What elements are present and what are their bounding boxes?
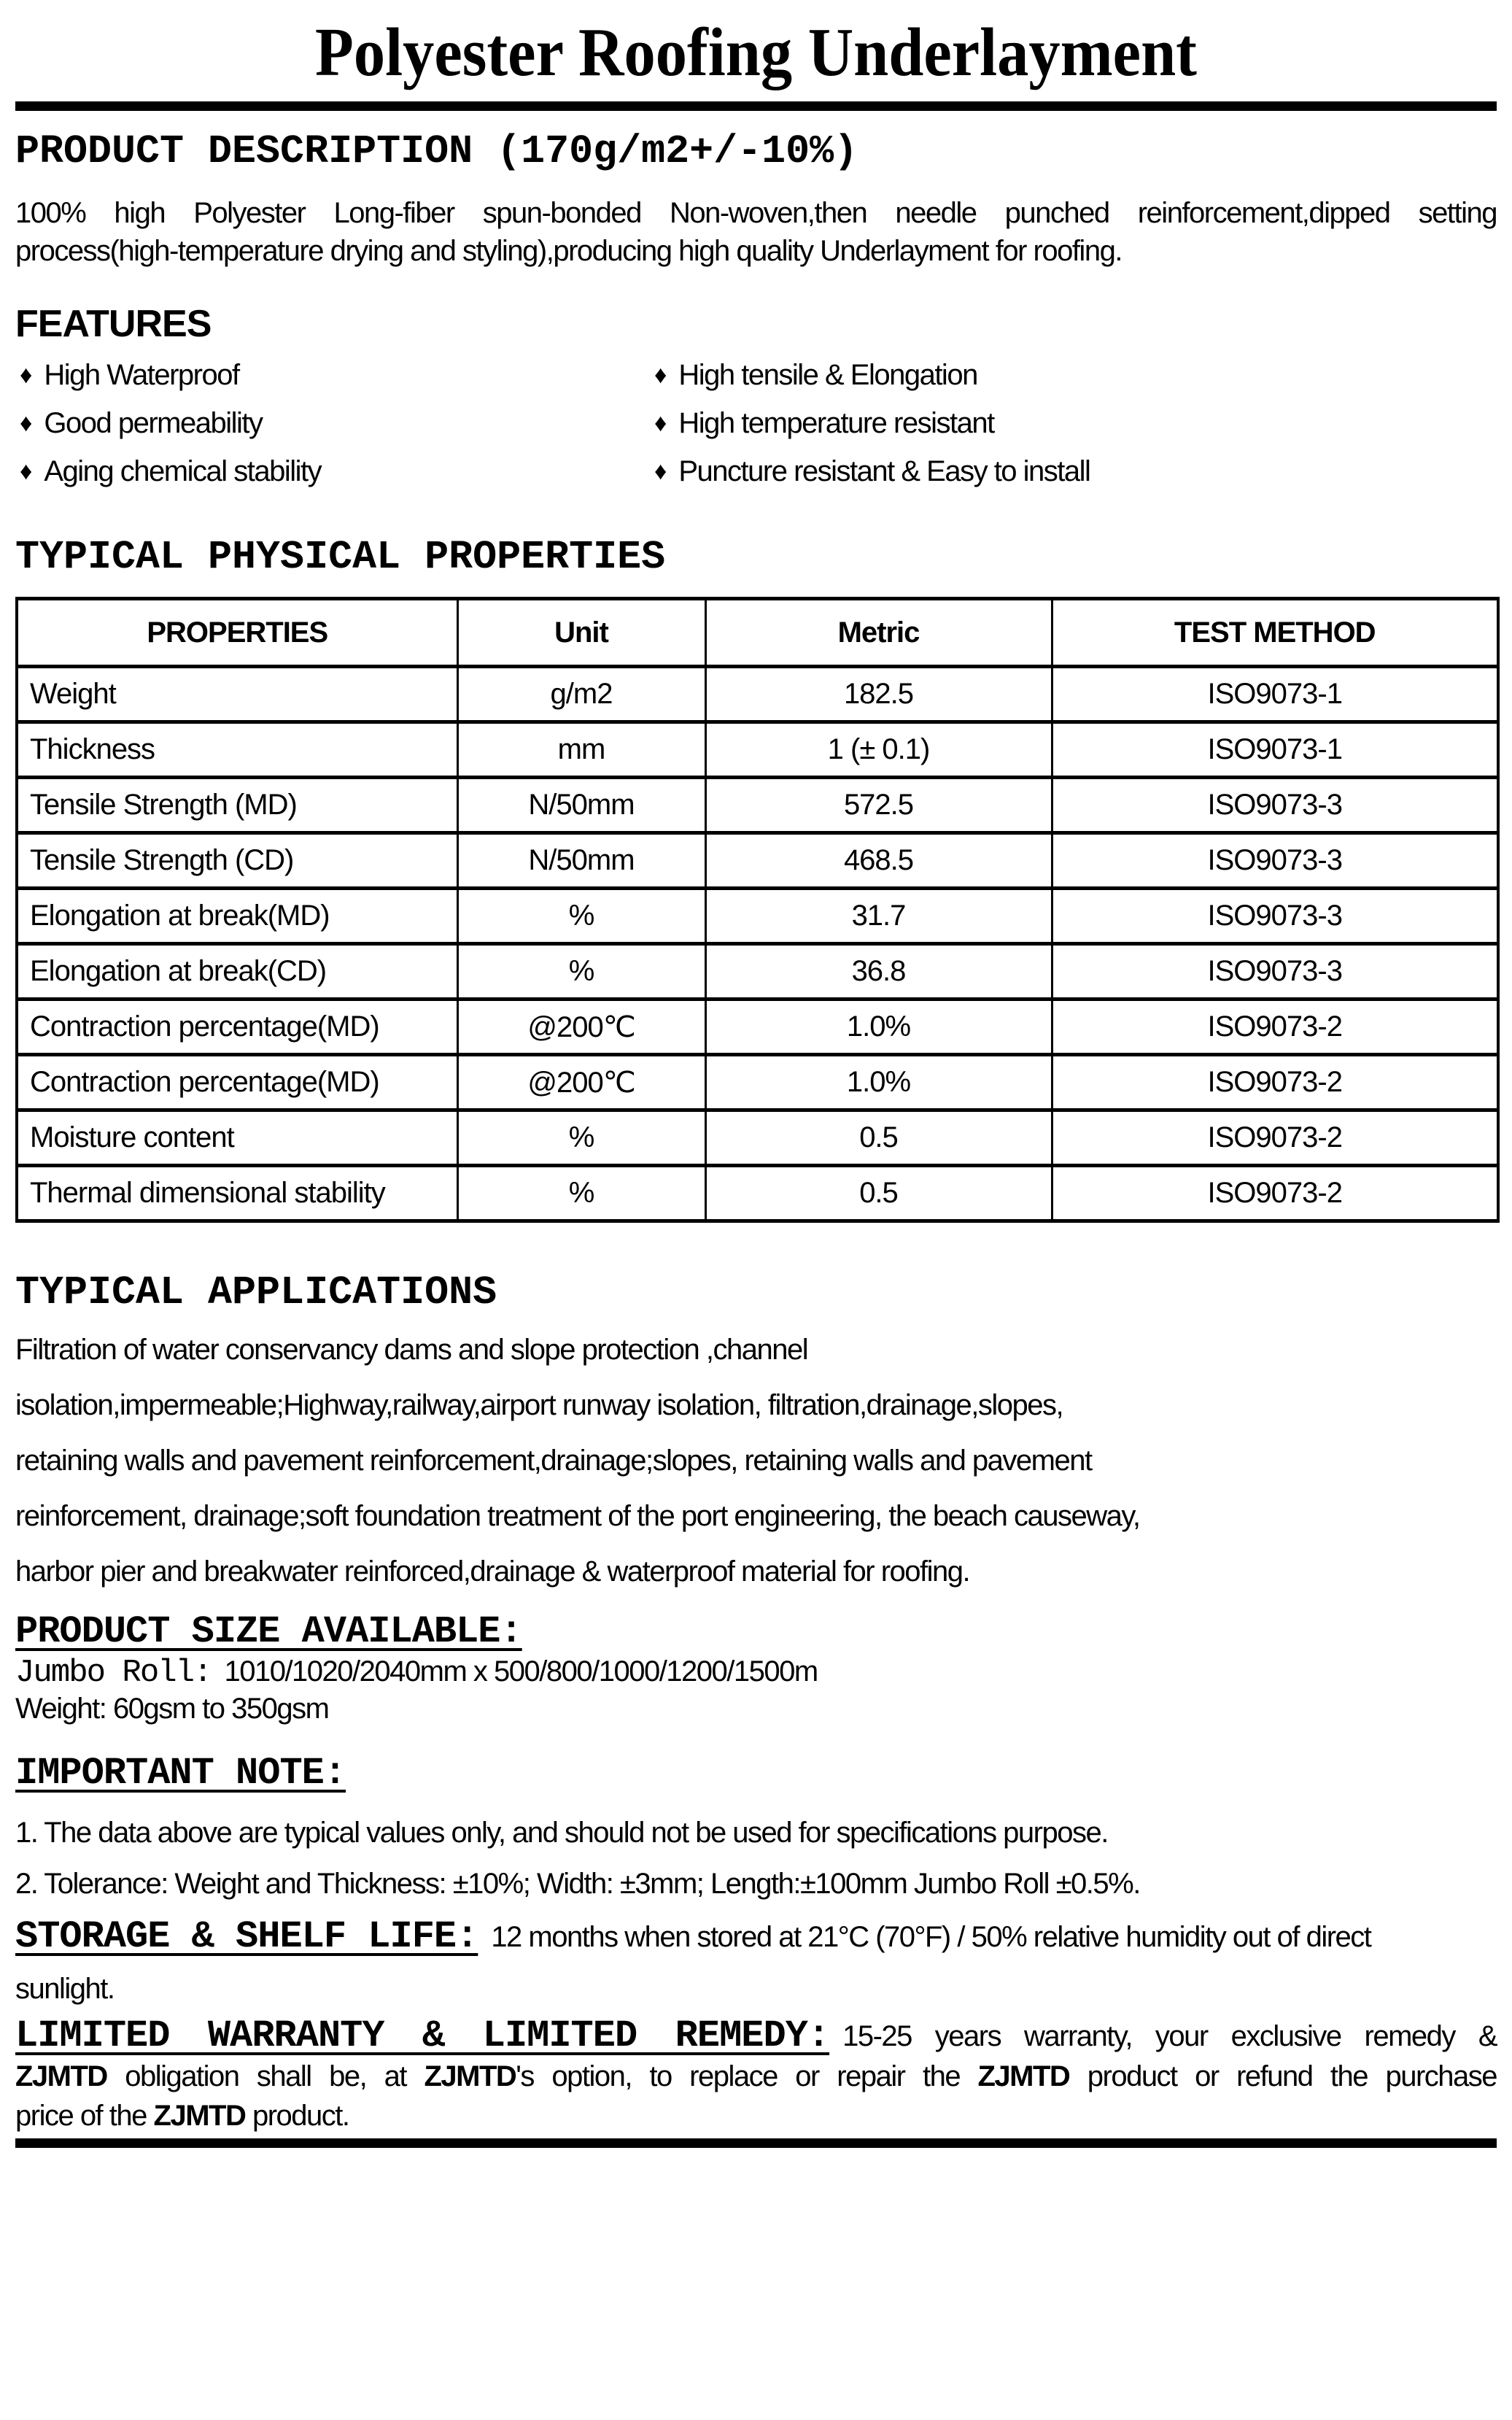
warranty-text-segment: obligation shall be, at: [106, 2060, 424, 2093]
diamond-bullet-icon: ♦: [654, 361, 667, 389]
feature-item: [654, 400, 1090, 448]
table-row: [17, 1000, 1498, 1055]
cell-property: Thermal dimensional stability: [17, 1166, 457, 1221]
cell-method: ISO9073-3: [1052, 889, 1498, 944]
cell-property: Weight: [17, 667, 457, 722]
table-row: [17, 778, 1498, 833]
cell-property: Moisture content: [17, 1110, 457, 1166]
warranty-heading: LIMITED WARRANTY & LIMITED REMEDY:: [15, 2014, 830, 2057]
feature-item-label: Aging chemical stability: [44, 455, 322, 487]
cell-method: ISO9073-3: [1052, 778, 1498, 833]
jumbo-roll-label: Jumbo Roll:: [15, 1655, 212, 1691]
cell-method: ISO9073-2: [1052, 1055, 1498, 1110]
cell-metric: 31.7: [705, 889, 1052, 944]
cell-property: Contraction percentage(MD): [17, 1000, 457, 1055]
cell-metric: 36.8: [705, 944, 1052, 1000]
jumbo-roll-value: 1010/1020/2040mm x 500/800/1000/1200/1500m: [224, 1655, 818, 1688]
feature-item: [20, 448, 321, 496]
product-description-paragraph: [15, 194, 1497, 270]
cell-property: Thickness: [17, 722, 457, 778]
feature-item-label: Puncture resistant & Easy to install: [678, 455, 1090, 487]
properties-table-header-row: [17, 599, 1498, 667]
cell-method: ISO9073-2: [1052, 1000, 1498, 1055]
cell-metric: 0.5: [705, 1110, 1052, 1166]
cell-unit: %: [457, 1110, 705, 1166]
feature-item: [654, 352, 1090, 400]
warranty-text-segment: product.: [245, 2100, 349, 2133]
feature-item: [654, 448, 1090, 496]
warranty-text-segment: price of the: [15, 2100, 154, 2133]
cell-property: Elongation at break(MD): [17, 889, 457, 944]
bottom-divider: [15, 2138, 1497, 2148]
product-description-line-1: 100% high Polyester Long-fiber spun-bonded Non-woven,then needle punched reinforcement,dipped setting: [15, 197, 1497, 229]
feature-item-label: High Waterproof: [44, 359, 239, 391]
cell-method: ISO9073-3: [1052, 833, 1498, 889]
warranty-line-1: [15, 2015, 1497, 2057]
cell-unit: @200℃: [457, 1055, 705, 1110]
features-heading: FEATURES: [15, 303, 212, 345]
note-item-2: 2. Tolerance: Weight and Thickness: ±10%; Width: ±3mm; Length:±100mm Jumbo Roll ±0.5%.: [15, 1868, 1140, 1900]
applications-paragraph: [15, 1322, 1497, 1599]
cell-unit: mm: [457, 722, 705, 778]
important-note-heading: IMPORTANT NOTE:: [15, 1752, 346, 1795]
applications-line: reinforcement, drainage;soft foundation treatment of the port engineering, the beach causeway,: [15, 1500, 1140, 1532]
warranty-lead: 15-25 years warranty, your exclusive remedy &: [842, 2020, 1497, 2052]
table-row: [17, 667, 1498, 722]
feature-item-label: Good permeability: [44, 407, 263, 439]
typical-physical-properties-heading: TYPICAL PHYSICAL PROPERTIES: [15, 534, 666, 580]
cell-metric: 1.0%: [705, 1055, 1052, 1110]
applications-line: isolation,impermeable;Highway,railway,airport runway isolation, filtration,drainage,slopes,: [15, 1389, 1063, 1421]
page-title: Polyester Roofing Underlayment: [315, 15, 1197, 90]
properties-table: [15, 597, 1500, 1223]
typical-applications-heading: TYPICAL APPLICATIONS: [15, 1269, 497, 1315]
brand-name: ZJMTD: [977, 2060, 1070, 2093]
cell-property: Elongation at break(CD): [17, 944, 457, 1000]
cell-unit: N/50mm: [457, 833, 705, 889]
cell-method: ISO9073-2: [1052, 1110, 1498, 1166]
header-cell-test-method: TEST METHOD: [1052, 599, 1498, 667]
diamond-bullet-icon: ♦: [20, 409, 33, 437]
product-size-heading: PRODUCT SIZE AVAILABLE:: [15, 1610, 522, 1653]
table-row: [17, 889, 1498, 944]
cell-metric: 572.5: [705, 778, 1052, 833]
header-cell-properties: PROPERTIES: [17, 599, 457, 667]
cell-unit: %: [457, 944, 705, 1000]
features-column-right: [654, 352, 1090, 496]
feature-item: [20, 400, 321, 448]
applications-line: Filtration of water conservancy dams and slope protection ,channel: [15, 1334, 808, 1366]
cell-unit: @200℃: [457, 1000, 705, 1055]
applications-line: retaining walls and pavement reinforcement,drainage;slopes, retaining walls and pavement: [15, 1445, 1092, 1477]
table-row: [17, 1166, 1498, 1221]
cell-property: Tensile Strength (MD): [17, 778, 457, 833]
storage-text-continued: sunlight.: [15, 1973, 115, 2005]
cell-metric: 1 (± 0.1): [705, 722, 1052, 778]
diamond-bullet-icon: ♦: [654, 457, 667, 485]
header-cell-metric: Metric: [705, 599, 1052, 667]
warranty-text-segment: product or refund the purchase: [1069, 2060, 1497, 2093]
feature-item-label: High temperature resistant: [678, 407, 994, 439]
cell-metric: 1.0%: [705, 1000, 1052, 1055]
warranty-section: [15, 2015, 1497, 2135]
cell-method: ISO9073-2: [1052, 1166, 1498, 1221]
warranty-line-3: [15, 2096, 1497, 2135]
applications-line: harbor pier and breakwater reinforced,drainage & waterproof material for roofing.: [15, 1555, 970, 1588]
jumbo-roll-line: [15, 1655, 818, 1691]
feature-item: [20, 352, 321, 400]
product-description-line-2: process(high-temperature drying and styling),producing high quality Underlayment for roofing.: [15, 235, 1122, 267]
note-item-1: 1. The data above are typical values only, and should not be used for specifications purpose.: [15, 1817, 1108, 1849]
storage-shelf-life-section: [15, 1914, 1497, 2011]
cell-property: Tensile Strength (CD): [17, 833, 457, 889]
weight-range-line: Weight: 60gsm to 350gsm: [15, 1693, 329, 1725]
diamond-bullet-icon: ♦: [654, 409, 667, 437]
properties-table-wrap: [15, 597, 1500, 1223]
table-row: [17, 833, 1498, 889]
cell-property: Contraction percentage(MD): [17, 1055, 457, 1110]
diamond-bullet-icon: ♦: [20, 361, 33, 389]
warranty-line-2: [15, 2057, 1497, 2096]
top-divider: [15, 101, 1497, 111]
brand-name: ZJMTD: [15, 2060, 107, 2093]
header-cell-unit: Unit: [457, 599, 705, 667]
cell-metric: 468.5: [705, 833, 1052, 889]
storage-text: 12 months when stored at 21°C (70°F) / 50% relative humidity out of direct: [491, 1921, 1371, 1953]
table-row: [17, 944, 1498, 1000]
cell-unit: %: [457, 889, 705, 944]
cell-unit: %: [457, 1166, 705, 1221]
table-row: [17, 722, 1498, 778]
cell-method: ISO9073-1: [1052, 722, 1498, 778]
storage-shelf-life-heading: STORAGE & SHELF LIFE:: [15, 1915, 478, 1958]
table-row: [17, 1055, 1498, 1110]
product-description-heading: PRODUCT DESCRIPTION (170g/m2+/-10%): [15, 128, 858, 174]
cell-metric: 182.5: [705, 667, 1052, 722]
feature-item-label: High tensile & Elongation: [678, 359, 977, 391]
features-column-left: [20, 352, 321, 496]
brand-name: ZJMTD: [153, 2100, 246, 2133]
diamond-bullet-icon: ♦: [20, 457, 33, 485]
cell-method: ISO9073-1: [1052, 667, 1498, 722]
cell-method: ISO9073-3: [1052, 944, 1498, 1000]
table-row: [17, 1110, 1498, 1166]
cell-metric: 0.5: [705, 1166, 1052, 1221]
warranty-text-segment: 's option, to replace or repair the: [516, 2060, 978, 2093]
cell-unit: N/50mm: [457, 778, 705, 833]
storage-line-1: [15, 1914, 1497, 1966]
cell-unit: g/m2: [457, 667, 705, 722]
brand-name: ZJMTD: [424, 2060, 516, 2093]
